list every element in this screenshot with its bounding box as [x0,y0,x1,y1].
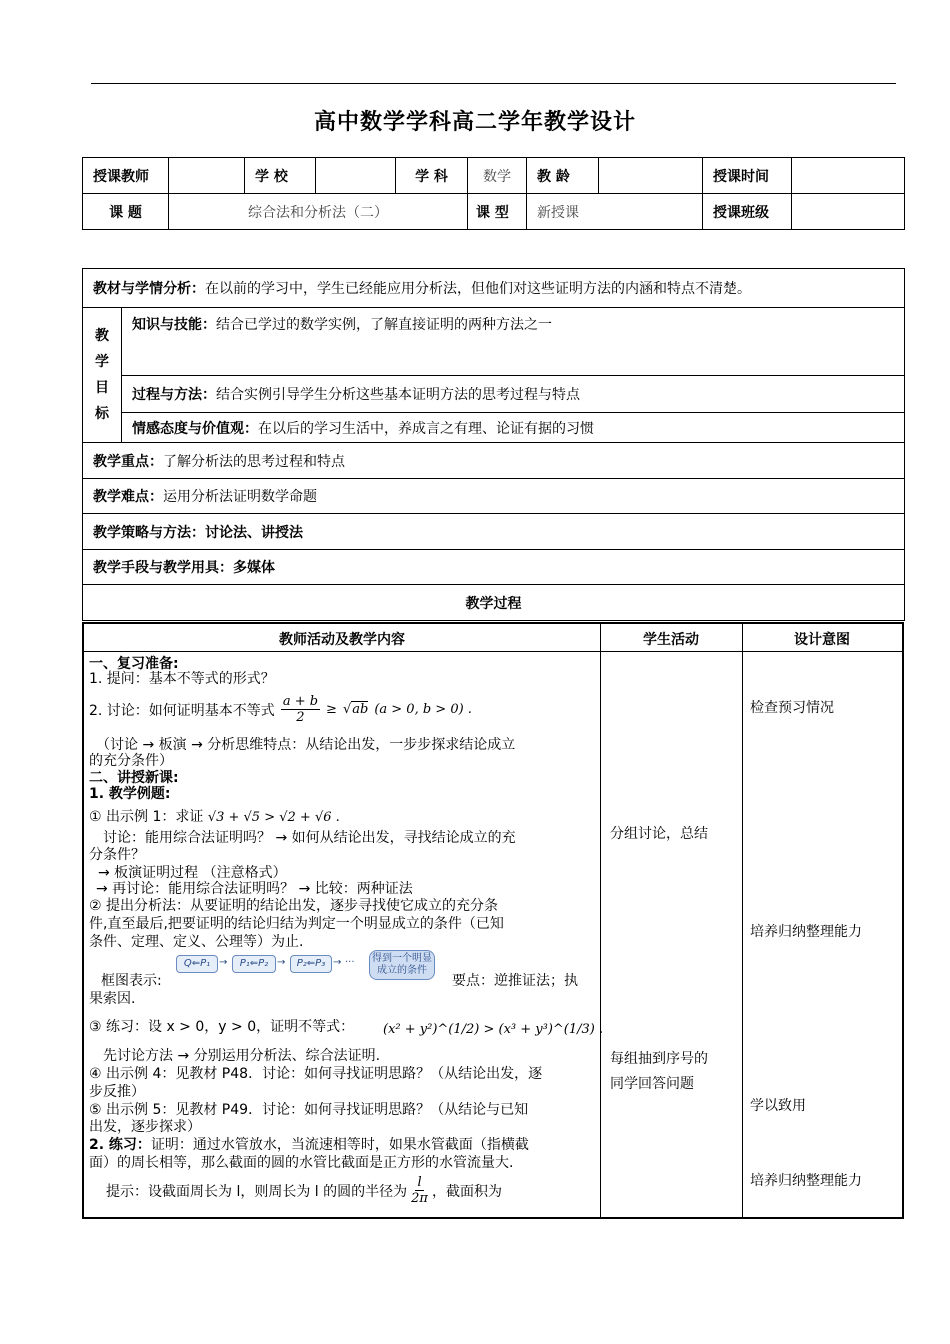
time-label: 授课时间 [703,158,792,194]
school-label: 学 校 [245,158,316,194]
type-value: 新授课 [527,194,703,230]
process-title: 教学过程 [83,585,905,621]
text-line: ③ 练习：设 x > 0，y > 0，证明不等式： [89,1019,355,1035]
analysis-text: 在以前的学习中，学生已经能应用分析法，但他们对这些证明方法的内涵和特点不清楚。 [205,281,751,297]
subject-label: 学 科 [396,158,468,194]
inequality-math: (x² + y²)^(1/2) > (x³ + y³)^(1/3) . [383,1022,604,1037]
arrow-right-icon: → [333,957,342,968]
process-goal-text: 结合实例引导学生分析这些基本证明方法的思考过程与特点 [216,387,580,403]
text-line: 2. 练习：证明：通过水管放水，当流速相等时，如果水管截面（指横截 [89,1137,529,1153]
teacher-label: 授课教师 [83,158,169,194]
process-goal-label: 过程与方法： [132,387,216,403]
process-goal-row [122,376,905,413]
intent-4: 培养归纳整理能力 [750,1173,862,1189]
text-line: 面）的周长相等，那么截面的圆的水管比截面是正方形的水管流量大. [89,1155,514,1171]
text-line: ⑤ 出示例 5：见教材 P49．讨论：如何寻找证明思路？（从结论与已知 [89,1102,529,1118]
text-line: （讨论 → 板演 → 分析思维特点：从结论出发，一步步探求结论成立 [96,737,516,753]
text-line: 要点：逆推证法；执 [452,973,578,989]
flow-end: 得到一个明显成立的条件 [369,950,435,980]
flow-step: Q⇐P₁ [176,955,218,973]
text-line: 条件、定理、定义、公理等）为止. [89,934,304,950]
difficulty-row [83,479,905,514]
flow-step: P₁⇐P₂ [232,955,276,973]
text-line: 步反推） [89,1084,145,1100]
text-line: 提示：设截面周长为 l，则周长为 l 的圆的半径为 $\frac{l}{2\pi}$ ，截面积为 [106,1175,502,1206]
col-student-header: 学生活动 [643,632,699,648]
knowledge-row [122,308,905,376]
key-label: 教学重点： [93,453,163,470]
knowledge-label: 知识与技能： [132,317,216,333]
fraction: $\frac{l}{2\pi}$ [411,1175,428,1206]
intent-3: 学以致用 [750,1098,806,1114]
subject-value: 数学 [468,158,527,194]
col-teacher-header: 教师活动及教学内容 [279,632,405,648]
text-line: 先讨论方法 → 分别运用分析法、综合法证明. [103,1048,381,1064]
header-table [82,157,905,230]
top-rule [91,83,896,84]
col-intent-header: 设计意图 [794,632,850,648]
text-line: → 板演证明过程 （注意格式） [98,865,287,881]
info-table [82,268,905,621]
text-line: ② 提出分析法：从要证明的结论出发，逐步寻找使它成立的充分条 [89,898,498,914]
text-line: 1. 教学例题: [89,786,171,802]
teacher-value [169,158,245,194]
text-line: 1. 提问：基本不等式的形式？ [89,671,275,687]
analysis-label: 教材与学情分析： [93,281,205,297]
class-value [792,194,905,230]
section-new: 二、讲授新课: [89,770,179,786]
emotion-label: 情感态度与价值观： [132,420,258,437]
arrow-right-icon: → [219,957,228,968]
text-line: 讨论：能用综合法证明吗？ → 如何从结论出发，寻找结论成立的充 [103,830,516,846]
text-line: 分条件？ [89,847,145,863]
section-review: 一、复习准备: [89,656,179,672]
intent-1: 检查预习情况 [750,700,834,716]
flow-dots: ··· [345,957,355,968]
page-title: 高中数学学科高二学年教学设计 [313,110,636,135]
analysis-row [83,269,905,308]
text-line: → 再讨论：能用综合法证明吗？ → 比较：两种证法 [96,881,413,897]
text-line: ④ 出示例 4：见教材 P48．讨论：如何寻找证明思路？（从结论出发，逐 [89,1066,543,1082]
class-label: 授课班级 [703,194,792,230]
age-label: 教 龄 [527,158,599,194]
school-value [316,158,396,194]
text-line: 2. 讨论：如何证明基本不等式 $\frac{a + b}{2}$ ≥ √ab (a > 0, b > 0) . [89,694,472,725]
text-line: 出发，逐步探求） [89,1119,201,1135]
student-activity-1: 分组讨论，总结 [610,826,708,842]
fraction: $\frac{a + b}{2}$ [282,694,319,725]
time-value [792,158,905,194]
text-line: 的充分条件） [89,753,173,769]
arrow-right-icon: → [277,957,286,968]
topic-label: 课 题 [83,194,169,230]
strategy-row: 教学策略与方法：讨论法、讲授法 [83,514,905,550]
emotion-row [122,413,905,443]
difficulty-label: 教学难点： [93,489,163,505]
topic-value: 综合法和分析法（二） [169,194,468,230]
key-row [83,443,905,479]
intent-2: 培养归纳整理能力 [750,924,862,940]
text-line: 果索因. [89,991,136,1007]
media-row: 教学手段与教学用具：多媒体 [83,550,905,585]
student-activity-2a: 每组抽到序号的 [610,1051,708,1067]
flow-step: P₂⇐P₃ [290,955,332,973]
text-line: ① 出示例 1：求证 √3 + √5 > √2 + √6 . [89,809,340,825]
student-activity-2b: 同学回答问题 [610,1076,694,1092]
text-line: 件,直至最后,把要证明的结论归结为判定一个明显成立的条件（已知 [89,916,504,932]
age-value [599,158,703,194]
goals-label: 教 学 目 标 [83,308,122,443]
key-text: 了解分析法的思考过程和特点 [163,453,345,470]
emotion-text: 在以后的学习生活中，养成言之有理、论证有据的习惯 [258,420,594,437]
knowledge-text: 结合已学过的数学实例，了解直接证明的两种方法之一 [216,317,552,333]
text-line: 框图表示: [101,973,162,989]
difficulty-text: 运用分析法证明数学命题 [163,489,317,505]
type-label: 课 型 [468,194,527,230]
